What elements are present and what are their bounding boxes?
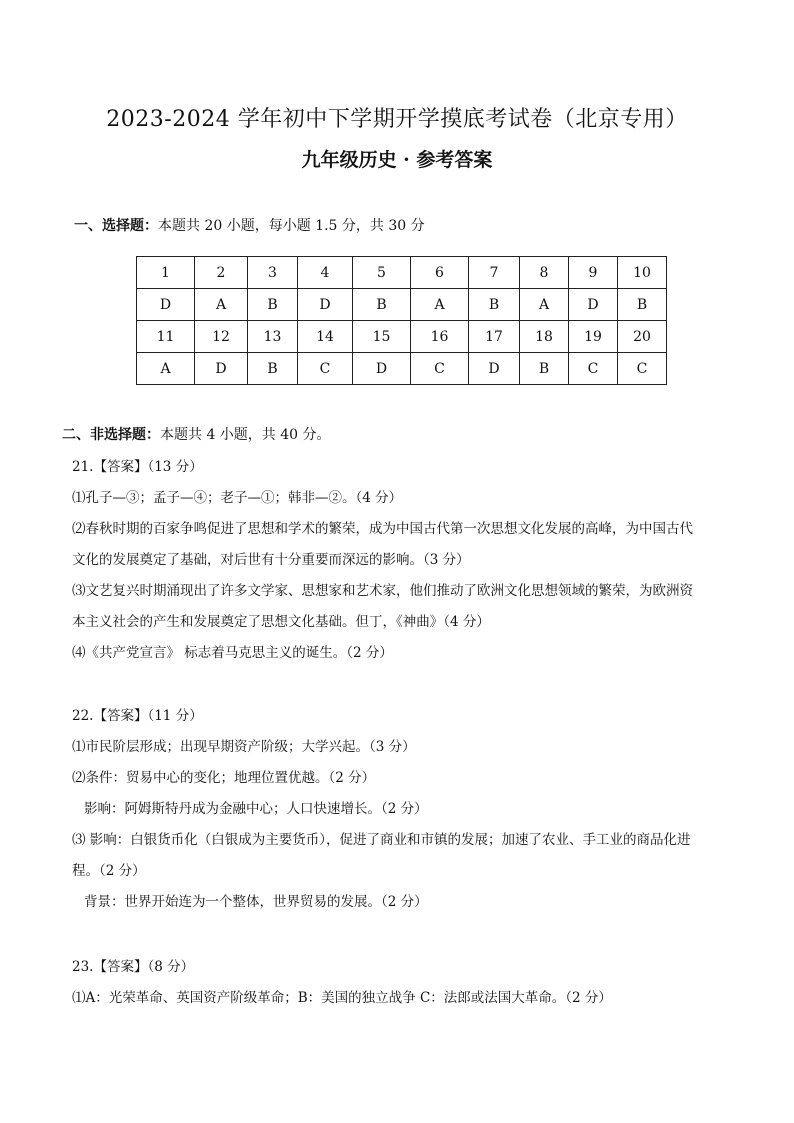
q23-heading: 23.【答案】（8 分） <box>72 959 195 975</box>
q21-answer-1: ⑴孔子—③；孟子—④；老子—①；韩非—②。（4 分） <box>72 490 403 506</box>
answer-table-row <box>137 321 667 353</box>
answer-table-cell: B <box>248 353 298 385</box>
answer-table-cell: 3 <box>248 257 298 289</box>
answer-table-cell: D <box>353 353 411 385</box>
section2-text: 本题共 4 小题，共 40 分。 <box>160 427 331 443</box>
answer-table-cell: 14 <box>298 321 353 353</box>
answer-table-cell: A <box>195 289 248 321</box>
q21-answer-2a: ⑵春秋时期的百家争鸣促进了思想和学术的繁荣，成为中国古代第一次思想文化发展的高峰，为中国古代 <box>72 521 693 537</box>
section2-label: 二、非选择题： <box>62 427 160 443</box>
section2-heading <box>62 424 331 444</box>
answer-table-cell: 8 <box>520 257 569 289</box>
q23-answer-1: ⑴A：光荣革命、英国资产阶级革命；B：美国的独立战争 C：法郎或法国大革命。（2 分） <box>72 990 612 1006</box>
section1-label: 一、选择题： <box>74 218 158 234</box>
answer-table-cell: B <box>618 289 667 321</box>
answer-table-cell: 12 <box>195 321 248 353</box>
page-title: 2023-2024 学年初中下学期开学摸底考试卷（北京专用） <box>106 107 688 132</box>
answer-table-cell: 5 <box>353 257 411 289</box>
answer-table-cell: D <box>469 353 520 385</box>
answer-table-cell: C <box>411 353 469 385</box>
page-subtitle: 九年级历史 · 参考答案 <box>301 149 493 171</box>
answer-table-cell: 4 <box>298 257 353 289</box>
answer-table-cell: A <box>520 289 569 321</box>
answer-table-cell: D <box>137 289 195 321</box>
answer-table-cell: D <box>298 289 353 321</box>
answer-table-cell: C <box>618 353 667 385</box>
answer-table-cell: 9 <box>569 257 618 289</box>
q21-answer-3a: ⑶文艺复兴时期涌现出了许多文学家、思想家和艺术家，他们推动了欧洲文化思想领域的繁荣，为欧洲资 <box>72 583 693 599</box>
answer-table-cell: 7 <box>469 257 520 289</box>
answer-table-row <box>137 257 667 289</box>
answer-table-cell: 18 <box>520 321 569 353</box>
q22-answer-1: ⑴市民阶层形成；出现早期资产阶级；大学兴起。（3 分） <box>72 739 416 755</box>
answer-table-cell: 13 <box>248 321 298 353</box>
answer-table <box>136 256 667 385</box>
q22-answer-2a: ⑵条件：贸易中心的变化；地理位置优越。（2 分） <box>72 770 376 786</box>
q21-answer-2b: 文化的发展奠定了基础，对后世有十分重要而深远的影响。（3 分） <box>72 552 470 568</box>
answer-table-cell: B <box>469 289 520 321</box>
q22-answer-3c: 背景：世界开始连为一个整体，世界贸易的发展。（2 分） <box>84 894 428 910</box>
section1-text: 本题共 20 小题，每小题 1.5 分，共 30 分 <box>158 218 425 234</box>
answer-table-cell: B <box>248 289 298 321</box>
q21-heading: 21.【答案】（13 分） <box>72 459 203 475</box>
q22-answer-2b: 影响：阿姆斯特丹成为金融中心；人口快速增长。（2 分） <box>84 801 428 817</box>
q22-answer-3b: 程。（2 分） <box>72 863 146 879</box>
answer-table-cell: 19 <box>569 321 618 353</box>
section1-heading <box>74 215 425 235</box>
answer-table-cell: 11 <box>137 321 195 353</box>
answer-table-cell: C <box>298 353 353 385</box>
answer-table-cell: 10 <box>618 257 667 289</box>
answer-table-cell: B <box>520 353 569 385</box>
answer-table-cell: D <box>569 289 618 321</box>
answer-table-cell: 17 <box>469 321 520 353</box>
answer-table-cell: A <box>411 289 469 321</box>
answer-table-cell: 1 <box>137 257 195 289</box>
answer-table-cell: B <box>353 289 411 321</box>
answer-table-cell: 6 <box>411 257 469 289</box>
answer-table-row <box>137 289 667 321</box>
answer-table-cell: 15 <box>353 321 411 353</box>
q21-answer-4: ⑷《共产党宣言》 标志着马克思主义的诞生。（2 分） <box>72 645 393 661</box>
answer-table-cell: 16 <box>411 321 469 353</box>
q21-answer-3b: 本主义社会的产生和发展奠定了思想文化基础。但丁，《神曲》（4 分） <box>72 614 490 630</box>
answer-table-cell: D <box>195 353 248 385</box>
answer-table-cell: 20 <box>618 321 667 353</box>
q22-heading: 22.【答案】（11 分） <box>72 708 203 724</box>
answer-table-cell: 2 <box>195 257 248 289</box>
answer-table-cell: A <box>137 353 195 385</box>
q22-answer-3a: ⑶ 影响：白银货币化（白银成为主要货币），促进了商业和市镇的发展；加速了农业、手工业的商品化进 <box>72 832 691 848</box>
answer-table-row <box>137 353 667 385</box>
answer-table-cell: C <box>569 353 618 385</box>
